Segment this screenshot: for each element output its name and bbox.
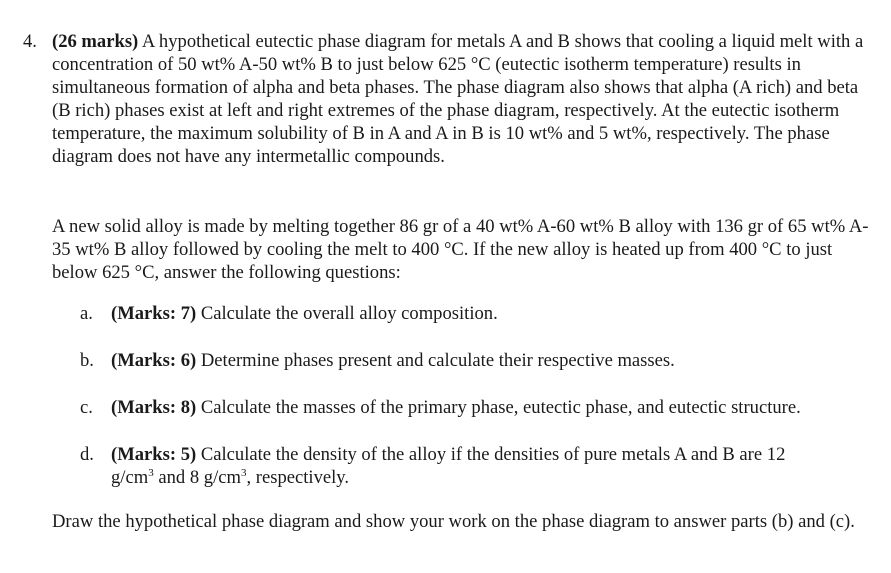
question-parts-list — [80, 302, 880, 513]
part-text: Calculate the masses of the primary phase, eutectic phase, and eutectic structure. — [196, 397, 801, 418]
superscript: 3 — [148, 467, 154, 479]
part-letter: a. — [80, 303, 93, 324]
part-b — [80, 349, 880, 372]
part-marks: (Marks: 6) — [111, 350, 197, 371]
part-letter: c. — [80, 397, 93, 418]
unit-text: g/cm — [111, 467, 149, 488]
part-text: Calculate the overall alloy composition. — [196, 303, 498, 324]
unit-text: and 8 g/cm — [153, 467, 241, 488]
part-text-end: , respectively. — [246, 467, 350, 488]
part-marks: (Marks: 7) — [111, 303, 197, 324]
part-c — [80, 396, 880, 419]
part-letter: d. — [80, 444, 94, 465]
question-marks: (26 marks) — [52, 31, 139, 52]
part-a — [80, 302, 880, 325]
question-number: 4. — [23, 31, 37, 52]
part-text: Calculate the density of the alloy if the densities of pure metals A and B are 12 — [196, 444, 786, 465]
part-text: Determine phases present and calculate their respective masses. — [196, 350, 675, 371]
question-closing: Draw the hypothetical phase diagram and show your work on the phase diagram to answer parts (b) and (c). — [52, 511, 855, 532]
question-given: A new solid alloy is made by melting together 86 gr of a 40 wt% A-60 wt% B alloy with 136 gr of 65 wt% A-35 wt% B alloy followed by cooling the melt to 400 °C. If the new alloy is heated up from 400 °C to just below 625 °C, answer the following questions: — [52, 216, 869, 283]
part-text-line2 — [111, 466, 880, 489]
part-letter: b. — [80, 350, 94, 371]
part-marks: (Marks: 8) — [111, 397, 197, 418]
question-intro — [52, 30, 872, 168]
question-intro-text: A hypothetical eutectic phase diagram for metals A and B shows that cooling a liquid melt with a concentration of 50 wt% A-50 wt% B to just below 625 °C (eutectic isotherm temperature) results in simultaneous formation of alpha and beta phases. The phase diagram also shows that alpha (A rich) and beta (B rich) phases exist at left and right extremes of the phase diagram, respectively. At the eutectic isotherm temperature, the maximum solubility of B in A and A in B is 10 wt% and 5 wt%, respectively. The phase diagram does not have any intermetallic compounds. — [52, 31, 864, 167]
part-d — [80, 443, 880, 489]
superscript: 3 — [240, 467, 247, 479]
part-marks: (Marks: 5) — [111, 444, 197, 465]
